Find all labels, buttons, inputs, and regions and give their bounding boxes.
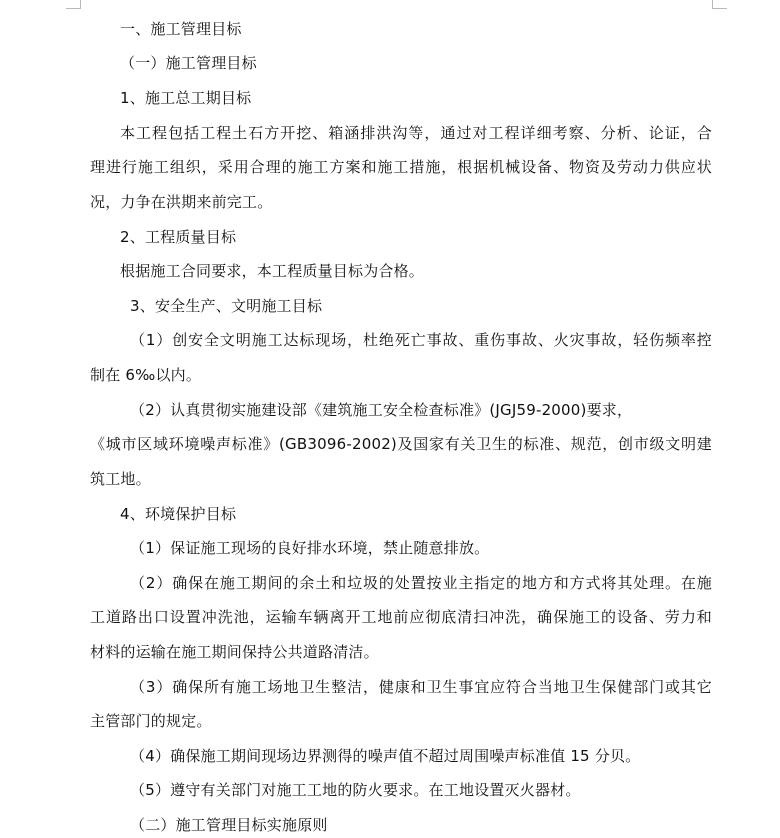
paragraph-line: （1）保证施工现场的良好排水环境，禁止随意排放。 xyxy=(130,539,490,557)
heading-3-environment: 4、环境保护目标 xyxy=(120,505,237,523)
heading-1: 一、施工管理目标 xyxy=(120,20,242,38)
heading-2-principles: （二）施工管理目标实施原则 xyxy=(130,816,328,834)
heading-3-safety: 3、安全生产、文明施工目标 xyxy=(130,297,323,315)
paragraph-line: 筑工地。 xyxy=(90,470,151,488)
paragraph-line: 况，力争在洪期来前完工。 xyxy=(90,193,273,211)
paragraph-line: 根据施工合同要求，本工程质量目标为合格。 xyxy=(120,262,425,280)
heading-3-schedule: 1、施工总工期目标 xyxy=(120,89,252,107)
paragraph-line: （4）确保施工期间现场边界测得的噪声值不超过周围噪声标准值 15 分贝。 xyxy=(130,747,641,765)
paragraph-line: （5）遵守有关部门对施工工地的防火要求。在工地设置灭火器材。 xyxy=(130,781,581,799)
paragraph-line: 理进行施工组织，采用合理的施工方案和施工措施，根据机械设备、物资及劳动力供应状 xyxy=(90,158,712,176)
paragraph-line: 本工程包括工程土石方开挖、箱涵排洪沟等，通过对工程详细考察、分析、论证，合 xyxy=(120,124,712,142)
paragraph-line: （1）创安全文明施工达标现场，杜绝死亡事故、重伤事故、火灾事故，轻伤频率控 xyxy=(130,331,712,349)
paragraph-line: （2）确保在施工期间的余土和垃圾的处置按业主指定的地方和方式将其处理。在施 xyxy=(130,574,712,592)
paragraph-line: （2）认真贯彻实施建设部《建筑施工安全检查标准》(JGJ59-2000)要求， xyxy=(130,401,633,419)
paragraph-line: 主管部门的规定。 xyxy=(90,712,212,730)
paragraph-line: 材料的运输在施工期间保持公共道路清洁。 xyxy=(90,643,379,661)
paragraph-line: （3）确保所有施工场地卫生整洁，健康和卫生事宜应符合当地卫生保健部门或其它 xyxy=(130,678,712,696)
paragraph-line: 制在 6‰以内。 xyxy=(90,366,202,384)
paragraph-line: 《城市区域环境噪声标准》(GB3096-2002)及国家有关卫生的标准、规范，创市级文明建 xyxy=(90,435,712,453)
page-corner-mark-left xyxy=(66,0,81,9)
paragraph-line: 工道路出口设置冲洗池，运输车辆离开工地前应彻底清扫冲洗，确保施工的设备、劳力和 xyxy=(90,608,712,626)
heading-2: （一）施工管理目标 xyxy=(120,54,257,72)
page-corner-mark-right xyxy=(712,0,727,9)
heading-3-quality: 2、工程质量目标 xyxy=(120,228,237,246)
